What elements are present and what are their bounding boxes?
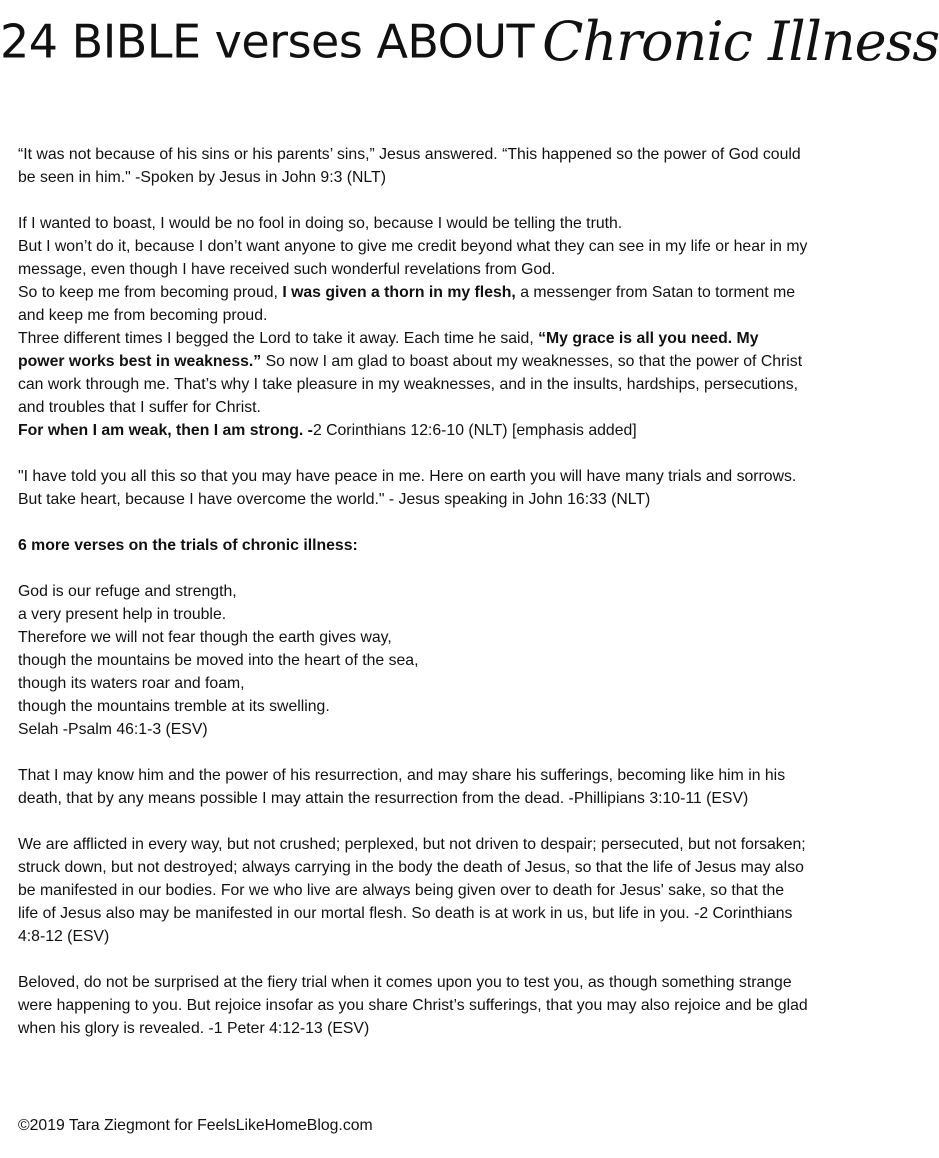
verse-2-corinthians-12 — [18, 212, 808, 442]
verse-line — [18, 281, 808, 327]
verse-line: But I won’t do it, because I don’t want anyone to give me credit beyond what they can see in my life or hear in my message, even though I have received such wonderful revelations from God. — [18, 238, 808, 278]
psalm-line: though the mountains be moved into the heart of the sea, — [18, 652, 419, 669]
verse-john-16: "I have told you all this so that you may have peace in me. Here on earth you will have many trials and sorrows. But take heart, because I have overcome the world." - Jesus speaking in John 16:33 (NLT) — [18, 468, 797, 508]
psalm-line: though its waters roar and foam, — [18, 675, 245, 692]
verse-philippians-3: That I may know him and the power of his resurrection, and may share his sufferings, becoming like him in his death, that by any means possible I may attain the resurrection from the dead. -Phillipians 3:10-11 (ESV) — [18, 767, 786, 807]
verse-text: So now I am glad to boast about my weaknesses, so that the power of Christ can work through me. That’s why I take pleasure in my weaknesses, and in the insults, hardships, persecutions, and troubles that I suffer for Christ. — [18, 353, 803, 416]
emphasis-text: For when I am weak, then I am strong. - — [18, 422, 313, 439]
verse-line: If I wanted to boast, I would be no fool in doing so, because I would be telling the truth. — [18, 215, 623, 232]
verse-john-9: “It was not because of his sins or his parents’ sins,” Jesus answered. “This happened so the power of God could be seen in him." -Spoken by Jesus in John 9:3 (NLT) — [18, 146, 801, 186]
verse-text: Three different times I begged the Lord to take it away. Each time he said, — [18, 330, 539, 347]
psalm-line: Therefore we will not fear though the earth gives way, — [18, 629, 392, 646]
verse-text: a messenger from Satan to torment me and keep me from becoming proud. — [18, 284, 796, 324]
verse-psalm-46 — [18, 580, 808, 741]
copyright-footer: ©2019 Tara Ziegmont for FeelsLikeHomeBlog.com — [18, 1117, 373, 1134]
psalm-line: a very present help in trouble. — [18, 606, 227, 623]
psalm-line: Selah -Psalm 46:1-3 (ESV) — [18, 721, 208, 738]
verse-list — [18, 143, 808, 1063]
psalm-line: though the mountains tremble at its swelling. — [18, 698, 330, 715]
verse-line — [18, 419, 808, 442]
verse-text: So to keep me from becoming proud, — [18, 284, 283, 301]
section-heading: 6 more verses on the trials of chronic illness: — [18, 537, 358, 554]
title-script-text: Chronic Illness — [542, 10, 939, 73]
psalm-line: God is our refuge and strength, — [18, 583, 237, 600]
emphasis-text: I was given a thorn in my flesh, — [282, 284, 516, 301]
verse-1-peter-4: Beloved, do not be surprised at the fiery trial when it comes upon you to test you, as though something strange were happening to you. But rejoice insofar as you share Christ’s sufferings, that you may also rejoice and be glad when his glory is revealed. -1 Peter 4:12-13 (ESV) — [18, 974, 808, 1037]
verse-reference: 2 Corinthians 12:6-10 (NLT) [emphasis added] — [312, 422, 637, 439]
verse-2-corinthians-4: We are afflicted in every way, but not crushed; perplexed, but not driven to despair; persecuted, but not forsaken; struck down, but not destroyed; always carrying in the body the death of Jesus, so that the life of Jesus may also be manifested in our bodies. For we who live are always being given over to death for Jesus' sake, so that the life of Jesus also may be manifested in our mortal flesh. So death is at work in us, but life in you. -2 Corinthians 4:8-12 (ESV) — [18, 836, 806, 945]
title-plain-text: 24 BIBLE verses ABOUT — [0, 14, 535, 69]
page-title — [0, 10, 939, 100]
emphasis-text: “My grace is all you need. My power works best in weakness.” — [18, 330, 759, 370]
verse-line — [18, 327, 808, 419]
